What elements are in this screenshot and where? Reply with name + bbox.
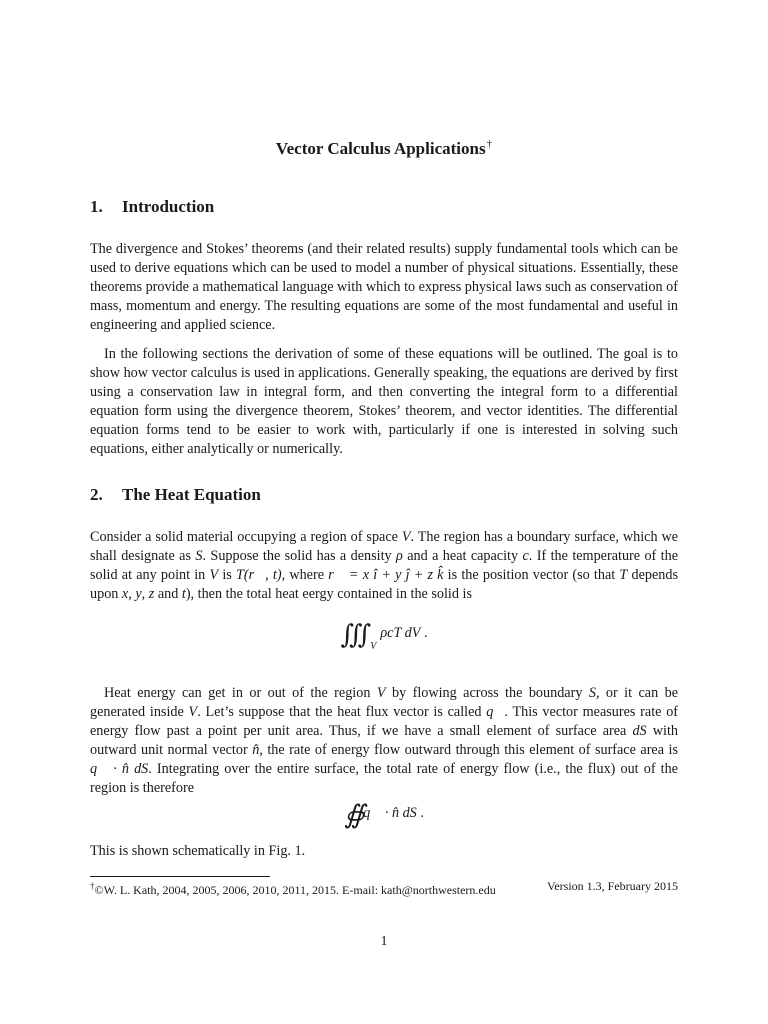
footnote-version: Version 1.3, February 2015 — [547, 879, 678, 893]
math-T: T — [619, 567, 628, 584]
math-temperature: T(r⃗, t) — [236, 567, 282, 584]
intro-paragraph-1: The divergence and Stokes’ theorems (and their related results) supply fundamental tools which can be used to derive equations which can be used to model a number of physical situations. Essentially, these theorems provide a mathematical language with which to express physical laws such as conservation of mass, momentum and energy. The resulting equations are some of the most fundamental and useful in engineering and applied science. — [90, 241, 678, 334]
math-S: S — [588, 685, 596, 701]
heat-paragraph-1: Consider a solid material occupying a region of space V. The region has a boundary surface, which we shall designate as S. Suppose the solid has a density ρ and a heat capacity c. If the temperature of the solid at any point in V is T(r⃗, t), where r⃗ = x î + y ĵ + z k̂ is the position vector (so that T depends upon x, y, z and t), then the total heat eergy contained in the solid is — [90, 529, 679, 603]
math-position-vector: r⃗ = x î + y ĵ + z k̂ — [328, 567, 444, 584]
heat-paragraph-2: Heat energy can get in or out of the region V by flowing across the boundary S, or it can be generated inside V. Let’s suppose that the heat flux vector is called q⃗. This vector measures rate of energy flow past a point per unit area. Thus, if we have a small element of surface area dS with outward unit normal vector n̂, the rate of energy flow outward through this element of surface area is q⃗ · n̂ dS. Integrating over the entire surface, the total rate of energy flow (i.e., the flux) out of the region is therefore — [90, 685, 679, 797]
title-footnote-mark: † — [486, 138, 493, 150]
math-V: V — [376, 685, 386, 701]
math-rho: ρ — [396, 548, 403, 565]
math-normal: n̂ — [252, 742, 260, 759]
footnote-text: ©W. L. Kath, 2004, 2005, 2006, 2010, 2011, 2015. E-mail: kath@northwestern.edu — [94, 883, 496, 897]
footnote-rule — [90, 876, 270, 877]
section-number: 1. — [90, 197, 103, 216]
document-title — [0, 130, 768, 163]
math-z: z — [148, 586, 155, 603]
math-y: y — [135, 586, 142, 603]
math-V: V — [188, 704, 198, 721]
surface-integral-symbol: ∯ — [344, 800, 360, 829]
section-title: Introduction — [122, 197, 215, 216]
page-number: 1 — [380, 934, 388, 949]
math-S: S — [195, 548, 203, 565]
section-title: The Heat Equation — [122, 485, 261, 504]
heat-paragraph-3: This is shown schematically in Fig. 1. — [90, 843, 306, 859]
section-number: 2. — [90, 485, 103, 504]
triple-integral-symbol: ∭ — [340, 620, 367, 649]
math-V: V — [209, 567, 219, 584]
math-heat-flux: q⃗ — [486, 704, 505, 721]
math-flux-element: q⃗ · n̂ dS — [90, 761, 149, 778]
footnote-mark: † — [90, 881, 95, 891]
equation-total-heat-energy: ∭ $_V$ρcT dV . — [340, 620, 428, 652]
integral-domain: V — [370, 641, 377, 652]
math-t: t — [181, 586, 186, 603]
intro-paragraph-2: In the following sections the derivation of some of these equations will be outlined. The goal is to show how vector calculus is used in applications. Generally speaking, the equations are derived by first using a conservation law in integral form, and then converting the integral form to a differential equation form using the divergence theorem, Stokes’ theorem, and vector identities. The differential equation forms tend to be easier to work with, particularly if one is interested in solving such equations, either analytically or numerically. — [90, 346, 678, 458]
math-c: c — [522, 548, 529, 565]
equation-total-flux: ∯ q⃗ · n̂ dS . — [344, 800, 424, 829]
section-heading-introduction — [90, 196, 214, 218]
integrand: ρcT dV — [380, 625, 421, 641]
math-dS: dS — [632, 723, 647, 740]
title-text: Vector Calculus Applications — [275, 139, 486, 158]
math-x: x — [121, 586, 129, 603]
section-heading-heat-equation — [90, 484, 261, 506]
integrand: q⃗ · n̂ dS — [363, 805, 417, 821]
math-V: V — [401, 529, 411, 545]
